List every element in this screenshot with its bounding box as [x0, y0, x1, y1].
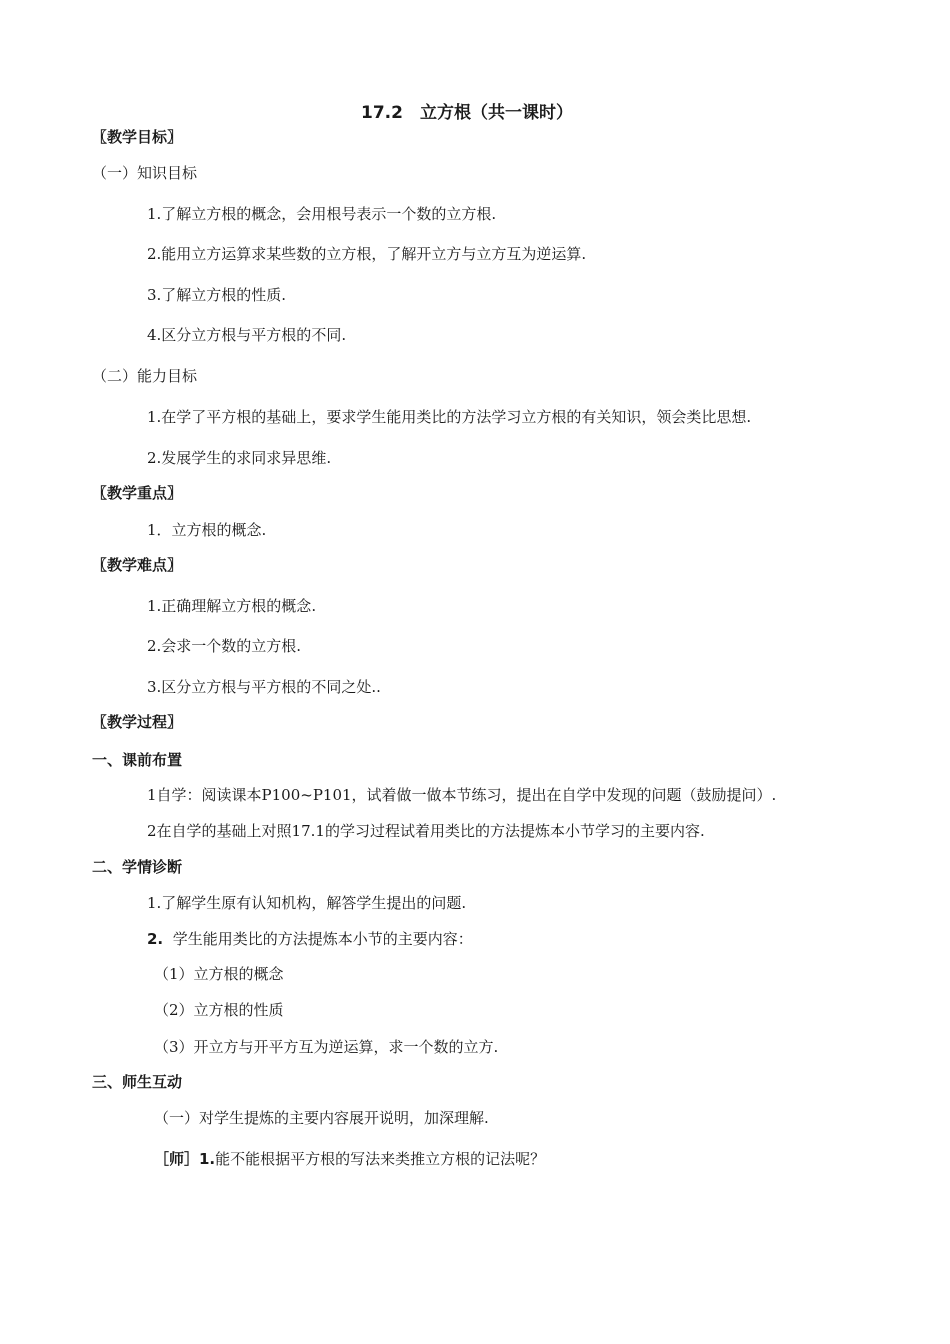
difficulty-3: 3.区分立方根与平方根的不同之处.. [147, 678, 381, 696]
knowledge-goal-4: 4.区分立方根与平方根的不同. [147, 326, 347, 344]
document-title: 17.2 立方根（共一课时） [361, 103, 573, 123]
key-point-1: 1．立方根的概念. [147, 521, 267, 539]
knowledge-goal-1: 1.了解立方根的概念，会用根号表示一个数的立方根. [147, 205, 497, 223]
teacher-tag: ［师］1. [154, 1150, 216, 1168]
preclass-item-2: 2在自学的基础上对照17.1的学习过程试着用类比的方法提炼本小节学习的主要内容. [147, 822, 705, 840]
subheading-ability-goals: （二）能力目标 [92, 367, 198, 385]
ability-goal-1: 1.在学了平方根的基础上，要求学生能用类比的方法学习立方根的有关知识，领会类比思想. [147, 408, 752, 426]
interaction-item-1: （一）对学生提炼的主要内容展开说明，加深理解. [154, 1109, 489, 1127]
teacher-question [154, 1149, 545, 1169]
difficulty-2: 2.会求一个数的立方根. [147, 637, 302, 655]
diagnosis-item-2-text: 学生能用类比的方法提炼本小节的主要内容： [172, 930, 473, 948]
section-heading-teaching-process: 〖教学过程〗 [92, 713, 183, 731]
diagnosis-subitem-3: （3）开立方与开平方互为逆运算，求一个数的立方. [154, 1038, 499, 1056]
subsection-heading-diagnosis: 二、学情诊断 [92, 858, 183, 876]
difficulty-1: 1.正确理解立方根的概念. [147, 597, 317, 615]
subheading-knowledge-goals: （一）知识目标 [92, 164, 198, 182]
section-heading-difficulties: 〖教学难点〗 [92, 556, 183, 574]
diagnosis-subitem-1: （1）立方根的概念 [154, 965, 284, 983]
teacher-question-text: 能不能根据平方根的写法来类推立方根的记法呢？ [215, 1150, 546, 1168]
diagnosis-item-2 [147, 929, 473, 949]
diagnosis-item-1: 1.了解学生原有认知机构，解答学生提出的问题. [147, 894, 467, 912]
knowledge-goal-3: 3.了解立方根的性质. [147, 286, 287, 304]
subsection-heading-interaction: 三、师生互动 [92, 1073, 183, 1091]
preclass-item-1: 1自学：阅读课本P100~P101，试着做一做本节练习，提出在自学中发现的问题（鼓励提问）. [147, 786, 777, 804]
diagnosis-subitem-2: （2）立方根的性质 [154, 1001, 284, 1019]
ability-goal-2: 2.发展学生的求同求异思维. [147, 449, 332, 467]
knowledge-goal-2: 2.能用立方运算求某些数的立方根，了解开立方与立方互为逆运算. [147, 245, 587, 263]
subsection-heading-preclass: 一、课前布置 [92, 751, 183, 769]
diagnosis-item-2-number: 2. [147, 930, 164, 948]
section-heading-teaching-goals: 〖教学目标〗 [92, 128, 183, 146]
section-heading-key-points: 〖教学重点〗 [92, 484, 183, 502]
